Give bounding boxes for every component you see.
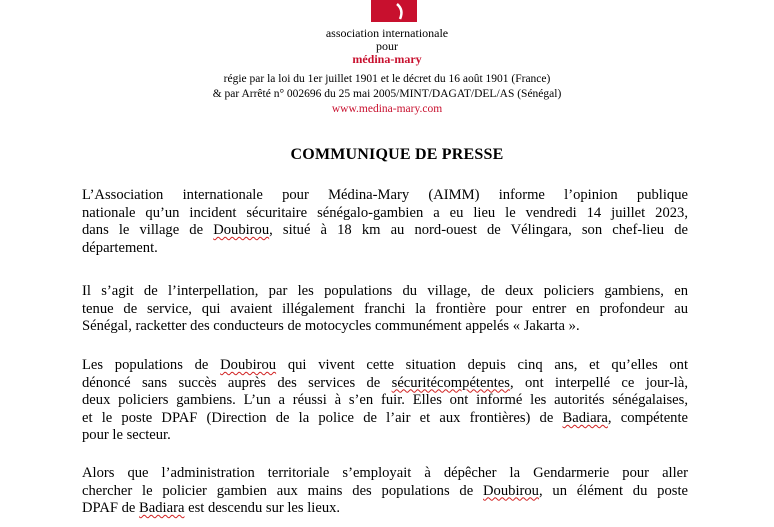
p3-line-1 [82,357,688,375]
text-segment: , ont interpellé ce jour-là, [509,374,688,391]
text-segment: dénoncé sans succès auprès des services de [82,374,392,391]
p4-line-3 [82,500,688,518]
page-title: COMMUNIQUE DE PRESSE [290,146,504,163]
header-website-link[interactable]: www.medina-mary.com [331,103,443,115]
text-segment: , un élément du poste [538,482,688,499]
logo-red-block [371,0,417,22]
p4-line-1: Alors que l’administration territoriale s’employait à dépêcher la Gendarmerie pour aller [82,465,688,481]
header-line-association: association internationale [325,26,449,40]
header-org-name: médina-mary [352,52,422,66]
association-logo [371,0,417,22]
paragraph-1 [82,187,688,257]
paragraph-2 [82,283,688,336]
p1-line-4: département. [82,239,158,256]
p3-line-2 [82,375,688,393]
p2-line-1: Il s’agit de l’interpellation, par les populations du village, de deux policiers gambiens, en [82,283,688,299]
spellcheck-word: Doubirou [483,482,539,499]
spellcheck-word: sécuritécompétentes [391,374,510,391]
header-legal-senegal: & par Arrêté n° 002696 du 25 mai 2005/MINT/DAGAT/DEL/AS (Sénégal) [212,88,562,100]
p2-line-3: Sénégal, racketter des conducteurs de motocycles communément appelés « Jakarta ». [82,318,580,335]
spellcheck-word: Doubirou [220,357,277,373]
text-segment: Les populations de [82,357,221,373]
spellcheck-word: Badiara [139,500,185,517]
p3-line-5: pour le secteur. [82,427,171,444]
spellcheck-word: Badiara [562,409,608,426]
text-segment: chercher le policier gambien aux mains des populations de [82,482,484,499]
p1-line-1: L’Association internationale pour Médina-Mary (AIMM) informe l’opinion publique [82,187,688,203]
text-segment: DPAF de [82,500,140,517]
p1-line-3 [82,222,688,240]
header-line-pour: pour [376,39,398,53]
p3-line-4 [82,410,688,428]
text-segment: est descendu sur les lieux. [184,500,341,517]
spellcheck-word: Doubirou [213,222,270,239]
p2-line-2: tenue de service, qui avaient illégalement franchi la frontière pour entrer en profondeur au [82,300,688,317]
text-segment: , compétente [607,409,688,426]
p1-line-2: nationale qu’un incident sécuritaire sénégalo-gambien a eu lieu le vendredi 14 juillet 2023, [82,204,688,221]
p3-line-3: deux policiers gambiens. L’un a réussi à s’en fuir. Elles ont informé les autorités sénégalaises, [82,392,688,409]
text-segment: et le poste DPAF (Direction de la police de l’air et aux frontières) de [82,409,563,426]
paragraph-3 [82,357,688,445]
text-segment: qui vivent cette situation depuis cinq ans, et qu’elles ont [276,357,688,373]
paragraph-4 [82,465,688,518]
text-segment: dans le village de [82,222,214,239]
header-legal-france: régie par la loi du 1er juillet 1901 et le décret du 16 août 1901 (France) [223,73,551,85]
p4-line-2 [82,483,688,501]
text-segment: , situé à 18 km au nord-ouest de Vélingara, son chef-lieu de [269,222,688,239]
